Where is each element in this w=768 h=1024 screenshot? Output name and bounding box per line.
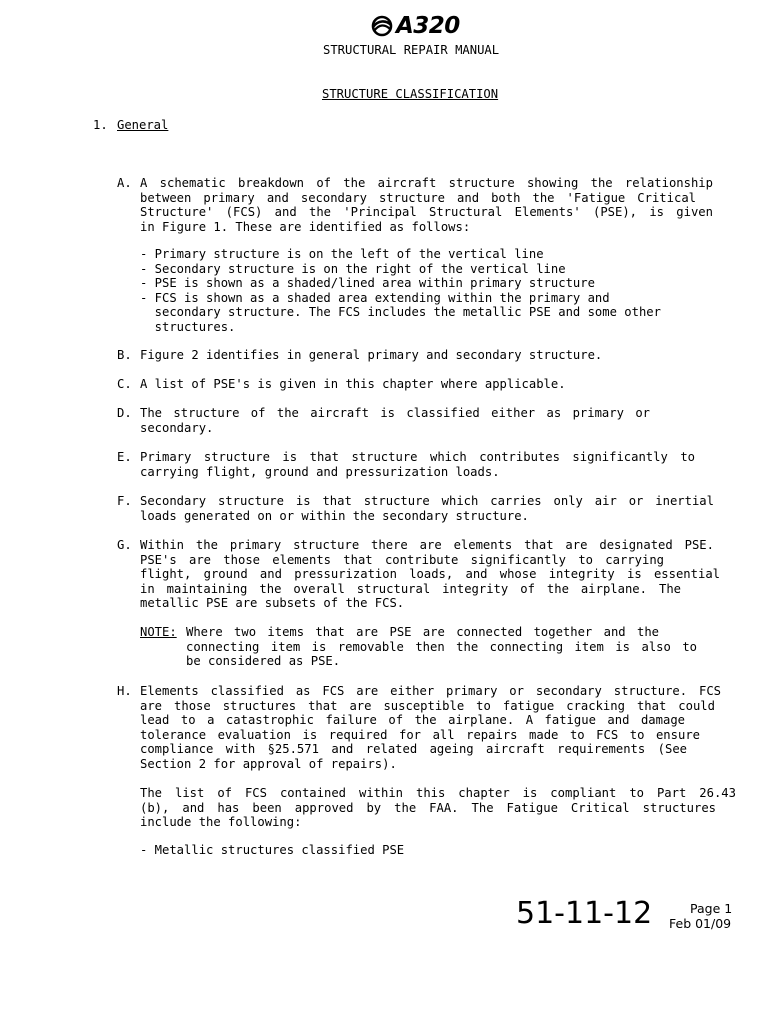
page-title: STRUCTURE CLASSIFICATION: [322, 87, 499, 101]
para-h-line2: (b), and has been approved by the FAA. The Fatigue Critical structures: [140, 800, 716, 815]
para-a-line: Structure' (FCS) and the 'Principal Structural Elements' (PSE), is given: [140, 205, 713, 219]
note-line: be considered as PSE.: [186, 654, 341, 668]
para-a-bullet: - PSE is shown as a shaded/lined area within primary structure: [140, 276, 595, 290]
para-c-line: A list of PSE's is given in this chapter where applicable.: [140, 377, 566, 391]
page-number: Page 1: [690, 901, 733, 916]
para-h-line: compliance with §25.571 and related ageing aircraft requirements (See: [140, 742, 687, 756]
para-h-line: Elements classified as FCS are either primary or secondary structure. FCS: [140, 684, 721, 698]
para-g-letter: G.: [117, 538, 132, 552]
para-e-letter: E.: [117, 450, 132, 464]
para-g-line: PSE's are those elements that contribute significantly to carrying: [140, 552, 664, 567]
para-g-line: metallic PSE are subsets of the FCS.: [140, 596, 405, 610]
para-h-line: Section 2 for approval of repairs).: [140, 756, 397, 771]
para-b-letter: B.: [117, 348, 132, 362]
para-a-line: between primary and secondary structure and both the 'Fatigue Critical: [140, 190, 696, 205]
section-number: 1.: [93, 118, 108, 132]
para-b-line: Figure 2 identifies in general primary and secondary structure.: [140, 348, 603, 362]
para-d-letter: D.: [117, 406, 132, 420]
note-line: Where two items that are PSE are connected together and the: [186, 625, 659, 639]
para-g-line: in maintaining the overall structural integrity of the airplane. The: [140, 581, 681, 596]
para-h-line: are those structures that are susceptible to fatigue cracking that could: [140, 698, 715, 713]
para-h-line: lead to a catastrophic failure of the airplane. A fatigue and damage: [140, 713, 685, 727]
para-h-line: tolerance evaluation is required for all repairs made to FCS to ensure: [140, 727, 700, 742]
para-h-line2: include the following:: [140, 815, 302, 829]
para-a-line: A schematic breakdown of the aircraft structure showing the relationship: [140, 176, 713, 190]
note-label: NOTE:: [140, 625, 177, 639]
para-a-bullet: secondary structure. The FCS includes the metallic PSE and some other: [140, 305, 661, 319]
para-a-bullet: - Secondary structure is on the right of the vertical line: [140, 261, 566, 276]
revision-date: Feb 01/09: [669, 916, 732, 931]
para-a-line: in Figure 1. These are identified as follows:: [140, 219, 471, 234]
para-h-line2: The list of FCS contained within this chapter is compliant to Part 26.43: [140, 786, 736, 800]
para-h-bullet: - Metallic structures classified PSE: [140, 843, 405, 857]
para-d-line: The structure of the aircraft is classified either as primary or: [140, 406, 650, 420]
para-c-letter: C.: [117, 377, 132, 391]
a320-logo: [370, 12, 460, 40]
para-a-bullet: - FCS is shown as a shaded area extending within the primary and: [140, 290, 610, 305]
para-e-line: carrying flight, ground and pressurization loads.: [140, 464, 500, 479]
aircraft-type: A320: [396, 13, 460, 39]
para-a-bullet: - Primary structure is on the left of the vertical line: [140, 247, 544, 261]
para-a-letter: A.: [117, 176, 132, 190]
para-f-letter: F.: [117, 494, 132, 508]
para-a-bullet: structures.: [140, 319, 236, 334]
para-f-line: Secondary structure is that structure which carries only air or inertial: [140, 494, 714, 508]
para-f-line: loads generated on or within the secondary structure.: [140, 508, 529, 523]
note-line: connecting item is removable then the connecting item is also to: [186, 639, 697, 654]
manual-title: STRUCTURAL REPAIR MANUAL: [323, 43, 500, 57]
para-h-letter: H.: [117, 684, 132, 698]
para-d-line: secondary.: [140, 420, 214, 435]
document-number: 51-11-12: [516, 896, 653, 931]
airbus-swirl-icon: [370, 14, 394, 38]
para-e-line: Primary structure is that structure which contributes significantly to: [140, 450, 695, 464]
para-g-line: Within the primary structure there are elements that are designated PSE.: [140, 538, 714, 552]
para-g-line: flight, ground and pressurization loads, and whose integrity is essential: [140, 567, 720, 581]
section-title: General: [117, 118, 169, 132]
